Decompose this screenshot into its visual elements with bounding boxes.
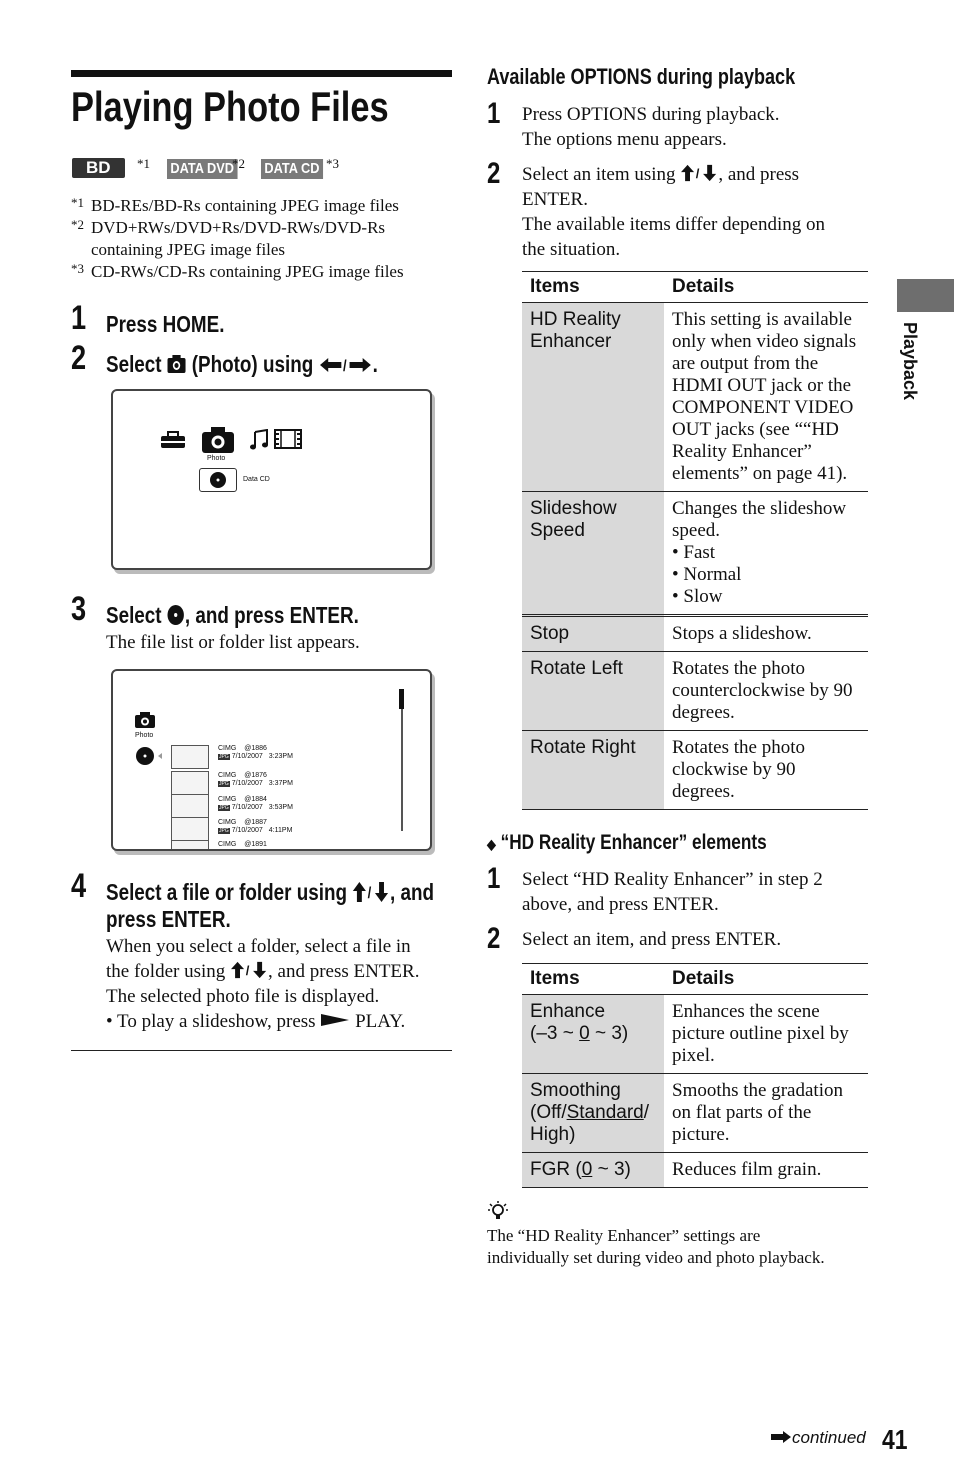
file-date-line [218,780,293,788]
step-number: 1 [71,299,87,337]
file-name: CIMG [218,796,237,803]
step-title-text: Select a file or folder using [106,879,348,905]
hint-line: individually set during video and photo playback. [487,1248,825,1267]
footnote [71,217,461,261]
footnote-ref: *3 [71,261,84,276]
item-line: Smoothing [530,1080,621,1101]
step-number: 2 [487,922,501,955]
default-value: 0 [579,1023,590,1044]
film-icon [274,429,302,449]
table-row [522,1153,868,1188]
step-number: 3 [71,590,87,628]
divider [71,1050,452,1051]
table-row [522,731,868,810]
file-number: @1886 [244,745,267,752]
disc-icon [167,604,185,626]
file-name: CIMG [218,819,237,826]
step-line: ENTER. [522,189,588,210]
detail-bullet: • Fast [672,542,716,563]
table-row [522,1074,868,1153]
lightbulb-icon [487,1200,509,1222]
file-type-tag: JPG [219,781,229,787]
default-value: 0 [581,1159,593,1180]
table-item-cell: Stop [522,616,664,652]
table-row [522,492,868,616]
table-detail-cell [664,492,868,616]
table-row [522,616,868,652]
step-line-text: , and press [718,164,800,185]
file-number: @1876 [244,772,267,779]
item-line [530,1023,656,1045]
step-title-text: (Photo) using [191,351,314,377]
file-number: @1887 [244,819,267,826]
file-time: 4:11PM [268,827,293,834]
table-item-cell [522,1074,664,1153]
camera-icon [134,711,156,729]
footnote-ref: *2 [71,217,84,232]
photo-thumbnail[interactable] [171,771,209,795]
continued-text: continued [792,1428,866,1447]
svg-text:/: / [245,962,250,978]
table-header: Details [664,964,868,995]
music-note-icon [249,429,269,451]
table-row [522,652,868,731]
play-icon [320,1013,350,1027]
file-name-line [218,796,293,804]
step-line-text: Select an item using [522,164,676,185]
badge-data-cd-ref: *3 [326,156,339,171]
footnote [71,195,461,217]
step-number: 2 [71,339,87,377]
list-item[interactable] [218,819,292,835]
item-text: (–3 ~ [530,1023,580,1044]
list-item[interactable] [218,841,267,849]
file-date-line [218,827,292,835]
page-number: 41 [882,1424,908,1455]
table-header-row [522,272,868,303]
step-body-text: PLAY. [355,1011,406,1032]
step-body: The file list or folder list appears. [106,632,360,653]
step-body-line: When you select a folder, select a file in [106,936,411,957]
step-title-text: , and press ENTER. [184,602,359,628]
file-name: CIMG [218,772,237,779]
section-heading: Available OPTIONS during playback [487,64,796,89]
scrollbar-thumb[interactable] [399,689,404,709]
badge-data-dvd: DATA DVD [167,159,237,179]
photo-thumbnail[interactable] [171,745,209,769]
hint-text [487,1225,825,1269]
item-text: FGR ( [530,1159,582,1180]
file-name: CIMG [218,841,237,848]
default-value: Standard [566,1102,644,1123]
footnote-text: CD-RWs/CD-Rs containing JPEG image files [91,262,404,281]
file-number: @1891 [244,841,267,848]
photo-thumbnail[interactable] [171,840,209,851]
step-body-text: , and press ENTER. [268,961,420,982]
data-cd-label: Data CD [243,476,270,483]
table-detail-cell: Stops a slideshow. [664,616,868,652]
file-name-line [218,772,293,780]
scrollbar[interactable] [401,689,403,831]
footnote [71,261,461,283]
diamond-icon: ◆ [487,836,496,852]
badge-bd: BD [72,158,125,178]
title-rule [71,70,452,77]
table-item-cell: Slideshow Speed [522,492,664,616]
file-number: @1884 [244,796,267,803]
file-name: CIMG [218,745,237,752]
disc-icon [135,746,167,766]
file-time: 3:53PM [268,804,293,811]
table-header-row [522,964,868,995]
svg-text:/: / [343,357,347,374]
step-text [522,867,823,917]
footnotes [71,195,461,283]
file-list-screen [111,669,432,851]
table-header: Items [522,964,664,995]
file-list [169,743,389,851]
table-item-cell: Rotate Left [522,652,664,731]
step-line: The available items differ depending on [522,214,826,235]
table-item-cell: Rotate Right [522,731,664,810]
step-body-line [106,959,456,984]
file-type-tag: JPG [219,754,229,760]
enhancer-table [522,963,868,1188]
table-header: Details [664,272,868,303]
page-title: Playing Photo Files [71,83,389,130]
item-text: (Off/ [530,1102,567,1123]
up-down-arrows-icon [680,164,718,182]
item-line [530,1102,656,1124]
subsection-heading [487,831,767,855]
subsection-heading-text: “HD Reality Enhancer” elements [500,831,767,854]
item-line: Enhance [530,1001,606,1022]
step-line: Press OPTIONS during playback. [522,104,780,125]
detail-bullet: • Slow [672,586,723,607]
step-body-line: The selected photo file is displayed. [106,986,380,1007]
step-title-line2: press ENTER. [106,906,231,932]
footnote-ref: *1 [71,195,84,210]
step-text [522,102,780,152]
file-date: 7/10/2007 [231,780,263,787]
file-date-line [218,753,293,761]
step-line: Select “HD Reality Enhancer” in step 2 [522,869,823,890]
photo-thumbnail[interactable] [171,794,209,818]
footnote-text: DVD+RWs/DVD+Rs/DVD-RWs/DVD-Rs containing JPEG image files [91,218,386,259]
file-name-line [218,745,293,753]
file-type-tag: JPG [219,828,229,834]
table-row [522,303,868,492]
list-item[interactable] [218,796,293,812]
photo-thumbnail[interactable] [171,817,209,841]
right-arrow-icon [770,1430,792,1444]
camera-icon [167,354,187,374]
detail-text: Changes the slideshow speed. [672,498,847,541]
badge-data-dvd-ref: *2 [232,156,245,171]
table-item-cell: HD Reality Enhancer [522,303,664,492]
step-title [106,602,359,629]
step-number: 4 [71,867,87,905]
list-item[interactable] [218,745,293,761]
step-title [106,351,378,378]
file-type-tag: JPG [219,805,229,811]
step-number: 1 [487,97,501,130]
camera-icon [201,426,235,454]
left-right-arrows-icon [318,356,372,374]
toolbox-icon [160,431,186,449]
up-down-arrows-icon [352,881,390,903]
data-cd-item[interactable] [199,468,237,492]
disc-icon [200,469,236,491]
step-title-text: Select [106,351,162,377]
step-body-bullet [106,1009,456,1034]
step-body-text: • To play a slideshow, press [106,1011,316,1032]
step-text: Select an item, and press ENTER. [522,929,782,950]
table-detail-cell: Smooths the gradation on flat parts of the picture. [664,1074,868,1153]
up-down-arrows-icon [230,961,268,979]
step-line: the situation. [522,239,621,260]
side-tab-block [897,279,954,312]
badge-bd-ref: *1 [137,156,150,171]
continued-note [770,1428,866,1448]
table-header: Items [522,272,664,303]
table-item-cell [522,1153,664,1188]
media-badges [72,155,372,181]
table-detail-cell: Rotates the photo counterclockwise by 90 degrees. [664,652,868,731]
home-menu-screen [111,389,432,570]
step-line: above, and press ENTER. [522,894,719,915]
step-title: Press HOME. [106,311,225,337]
table-detail-cell: Enhances the scene picture outline pixel by pixel. [664,995,868,1074]
footnote-text: BD-REs/BD-Rs containing JPEG image files [91,196,399,215]
step-number: 2 [487,157,501,190]
list-item[interactable] [218,772,293,788]
table-detail-cell: Reduces film grain. [664,1153,868,1188]
photo-label: Photo [135,732,154,739]
photo-label: Photo [207,455,226,462]
step-number: 1 [487,862,501,895]
step-title-end: . [372,351,378,377]
table-detail-cell: This setting is available only when video signals are output from the HDMI OUT jack or the COMPONENT VIDEO OUT jacks (see ““HD Reality Enhancer” elements” on page 41). [664,303,868,492]
step-line: The options menu appears. [522,129,727,150]
step-line [522,162,867,187]
step-body [106,934,456,1034]
item-line: High) [530,1124,576,1145]
file-name-line [218,819,292,827]
file-date: 7/10/2007 [231,804,263,811]
step-text [522,162,867,262]
table-detail-cell: Rotates the photo clockwise by 90 degrees. [664,731,868,810]
file-time: 3:23PM [268,753,293,760]
item-text: ~ 3) [589,1023,629,1044]
svg-text:/: / [367,884,372,903]
detail-bullet: • Normal [672,564,742,585]
item-text: / [643,1102,650,1123]
hint-line: The “HD Reality Enhancer” settings are [487,1226,761,1245]
table-item-cell [522,995,664,1074]
file-time: 3:37PM [268,780,293,787]
side-tab-label-wrap [900,322,924,402]
badge-data-cd: DATA CD [261,159,323,179]
table-row [522,995,868,1074]
side-tab-label: Playback [900,322,920,401]
item-text: ~ 3) [592,1159,631,1180]
options-table [522,271,868,810]
svg-text:/: / [696,165,700,181]
step-body-text: the folder using [106,961,226,982]
file-date: 7/10/2007 [231,827,263,834]
step-title-text: , and [390,879,435,905]
step-title [106,879,434,906]
step-title-text: Select [106,602,162,628]
file-date-line [218,804,293,812]
file-name-line [218,841,267,849]
file-date: 7/10/2007 [231,753,263,760]
